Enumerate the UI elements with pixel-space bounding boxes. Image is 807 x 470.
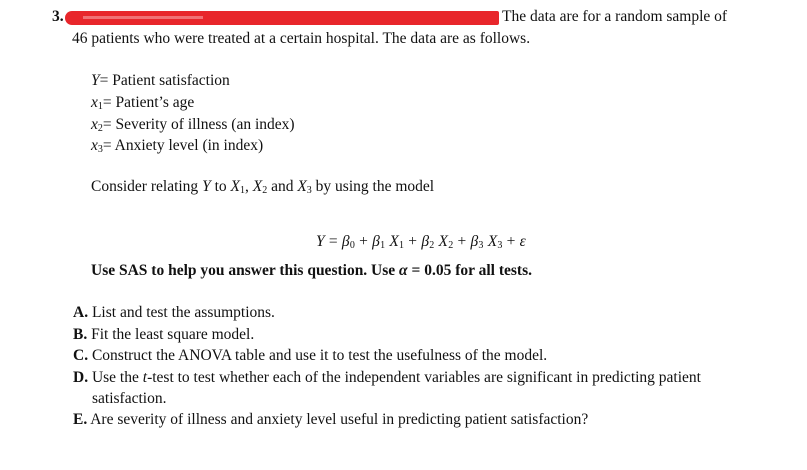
consider-and: and: [267, 178, 298, 195]
model-beta0: β: [341, 233, 350, 250]
variable-definition-x3: [91, 137, 263, 155]
variable-symbol: x: [91, 116, 98, 133]
part-letter: E.: [73, 411, 88, 428]
variable-definition-x1: [91, 94, 194, 112]
regression-model-equation: $Y = \beta_0 + \beta_1$ $X_1 + \beta_2$ $X_2 + \beta_3$ $X_3 + \varepsilon$: [316, 233, 526, 251]
instruction-alpha: α: [399, 262, 408, 279]
part-letter: C.: [73, 347, 89, 364]
part-text: Construct the ANOVA table and use it to test the usefulness of the model.: [88, 347, 548, 364]
consider-x1-sub: 1: [239, 185, 245, 196]
model-plus: +: [502, 233, 520, 250]
model-plus: +: [453, 233, 471, 250]
model-x3: X: [487, 233, 498, 250]
intro-line-2: 46 patients who were treated at a certain hospital. The data are as follows.: [72, 30, 531, 47]
consider-x1: X: [230, 178, 240, 195]
part-t-italic: t: [142, 369, 148, 386]
variable-symbol: x: [91, 137, 98, 154]
variable-subscript: 2: [97, 123, 103, 134]
consider-sentence: [91, 178, 434, 196]
model-x2: X: [438, 233, 449, 250]
instruction-prefix: Use SAS to help you answer this question. Use: [91, 262, 400, 279]
model-beta3: β: [470, 233, 479, 250]
variable-subscript: 1: [97, 101, 103, 112]
model-beta1: β: [372, 233, 381, 250]
consider-x2: X: [252, 178, 263, 195]
model-plus: +: [404, 233, 422, 250]
part-letter: D.: [73, 369, 89, 386]
part-text: Use the: [88, 369, 143, 386]
variable-definition-x2: [91, 116, 295, 134]
variable-description: = Severity of illness (an index): [102, 116, 295, 133]
redaction-bar: [65, 11, 499, 25]
model-equals: =: [324, 233, 342, 250]
variable-subscript: 3: [97, 144, 103, 155]
variable-description: = Anxiety level (in index): [102, 137, 264, 154]
part-d-continuation: satisfaction.: [92, 390, 167, 407]
model-epsilon: ε: [519, 233, 526, 250]
model-plus: +: [355, 233, 373, 250]
part-text: List and test the assumptions.: [88, 304, 275, 321]
intro-line-1: The data are for a random sample of: [502, 8, 728, 25]
model-x1: X: [389, 233, 400, 250]
model-beta2: β: [421, 233, 430, 250]
consider-suffix: by using the model: [311, 178, 435, 195]
variable-symbol: Y: [91, 72, 100, 89]
consider-prefix: Consider relating: [91, 178, 203, 195]
instruction-line: [91, 262, 532, 280]
variable-definition-y: [91, 72, 230, 90]
consider-y: Y: [202, 178, 211, 195]
consider-x3: X: [297, 178, 307, 195]
part-letter: B.: [73, 326, 88, 343]
consider-to: to: [210, 178, 231, 195]
consider-x2-sub: 2: [262, 185, 268, 196]
model-y: Y: [316, 233, 325, 250]
instruction-suffix: = 0.05 for all tests.: [407, 262, 532, 279]
part-b: [73, 326, 254, 344]
part-letter: A.: [73, 304, 89, 321]
part-text: Are severity of illness and anxiety level useful in predicting patient satisfaction?: [87, 411, 589, 428]
question-number: 3.: [52, 8, 64, 25]
variable-symbol: x: [91, 94, 98, 111]
consider-x3-sub: 3: [306, 185, 312, 196]
variable-description: = Patient’s age: [102, 94, 195, 111]
part-d: [73, 369, 701, 387]
variable-description: = Patient satisfaction: [99, 72, 230, 89]
part-e: [73, 411, 588, 429]
consider-comma: ,: [244, 178, 253, 195]
part-text: Fit the least square model.: [87, 326, 255, 343]
part-c: [73, 347, 547, 365]
part-a: [73, 304, 275, 322]
part-text: -test to test whether each of the independent variables are significant in predicting patient: [147, 369, 701, 386]
